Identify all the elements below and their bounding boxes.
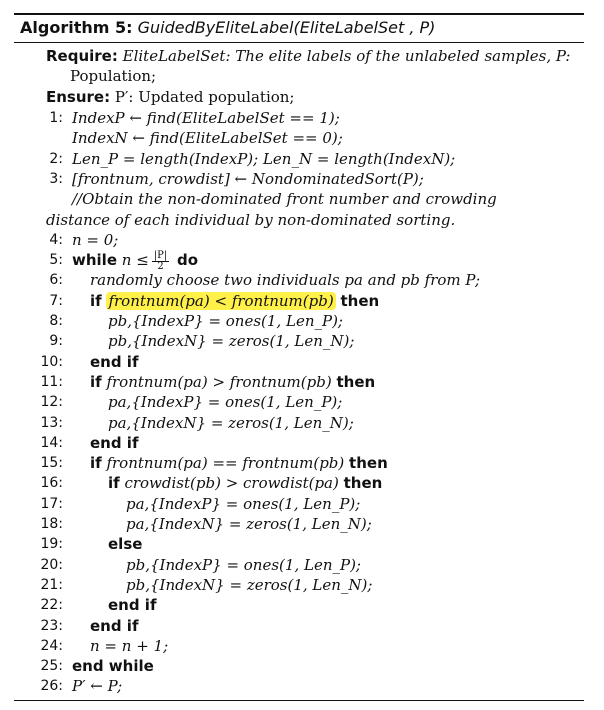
line-number: 21: — [40, 576, 63, 593]
statement-text: distance of each individual by non-dominated sorting. — [46, 210, 456, 229]
line-number: 23: — [40, 617, 63, 634]
statement-text: P′ ← P; — [72, 677, 123, 696]
line-code — [108, 595, 156, 615]
keyword: do — [177, 251, 199, 270]
line-code — [126, 494, 360, 514]
line-number: 19: — [40, 536, 63, 553]
statement-text: n = n + 1; — [90, 636, 169, 655]
line-code — [108, 331, 354, 351]
statement-text: n ≤ — [121, 251, 149, 270]
line-code — [72, 250, 198, 272]
require-text: EliteLabelSet: The elite labels of the unlabeled samples, P: — [122, 47, 571, 65]
line-number: 1: — [49, 110, 63, 126]
line-number: 10: — [40, 353, 63, 370]
title-rule — [14, 42, 584, 43]
line-number: 8: — [49, 313, 63, 329]
keyword: end while — [72, 657, 154, 676]
fraction-denominator: 2 — [157, 260, 164, 272]
keyword: while — [72, 251, 117, 270]
statement-text: pb,{IndexP} = ones(1, Len_P); — [108, 312, 343, 330]
line-code — [90, 270, 480, 290]
keyword: if — [108, 474, 120, 493]
statement-text: //Obtain the non-dominated front number and crowding — [72, 190, 497, 209]
require-continuation-text: Population; — [70, 67, 157, 85]
algorithm-title — [20, 18, 435, 37]
keyword: then — [336, 372, 376, 391]
line-code — [90, 372, 375, 392]
highlighted-condition: frontnum(pa) < frontnum(pb) — [108, 291, 334, 310]
ensure-text: P′: Updated population; — [114, 88, 295, 106]
require-keyword: Require: — [46, 47, 118, 65]
keyword: then — [343, 474, 383, 493]
line-code — [72, 656, 154, 676]
line-number: 9: — [49, 333, 63, 350]
algorithm-label: Algorithm 5: — [20, 18, 133, 37]
line-number: 25: — [40, 658, 63, 675]
statement-text: pa,{IndexN} = zeros(1, Len_N); — [126, 515, 372, 533]
line-code — [90, 291, 379, 311]
algorithm-name: GuidedByEliteLabel(EliteLabelSet , P) — [137, 18, 436, 37]
line-number: 24: — [40, 637, 63, 654]
statement-text: pa,{IndexP} = ones(1, Len_P); — [126, 494, 361, 513]
keyword: end if — [90, 433, 139, 452]
statement-text: IndexN ← find(EliteLabelSet == 0); — [72, 129, 343, 148]
keyword: end if — [90, 352, 139, 371]
bottom-rule — [14, 700, 584, 701]
line-code — [72, 149, 455, 169]
line-number: 16: — [40, 475, 63, 492]
statement-text: randomly choose two individuals pa and pb from P; — [90, 271, 481, 290]
line-number: 18: — [40, 516, 63, 532]
line-code — [72, 108, 340, 128]
line-number: 7: — [49, 292, 63, 309]
line-number: 17: — [40, 495, 63, 512]
line-code — [72, 676, 122, 696]
statement-text: frontnum(pa) == frontnum(pb) — [106, 454, 345, 473]
line-code — [126, 575, 372, 595]
statement-text: n = 0; — [72, 230, 119, 249]
line-code — [90, 433, 138, 453]
line-code — [90, 453, 388, 473]
keyword: else — [108, 535, 143, 554]
line-code — [46, 210, 455, 230]
keyword: then — [340, 291, 380, 310]
line-number: 6: — [49, 272, 63, 289]
line-number: 5: — [49, 252, 63, 269]
ensure-keyword: Ensure: — [46, 88, 111, 106]
statement-text: pb,{IndexN} = zeros(1, Len_N); — [126, 575, 373, 594]
line-code — [90, 636, 168, 656]
line-number: 15: — [40, 455, 63, 472]
line-code — [90, 352, 138, 372]
statement-text: IndexP ← find(EliteLabelSet == 1); — [72, 109, 340, 127]
statement-text: pa,{IndexN} = zeros(1, Len_N); — [108, 413, 354, 432]
line-number: 20: — [40, 556, 63, 573]
line-code — [72, 128, 343, 148]
statement-text: frontnum(pa) > frontnum(pb) — [106, 372, 332, 391]
line-number: 2: — [49, 150, 63, 167]
line-code — [72, 189, 497, 209]
keyword: if — [90, 454, 102, 473]
keyword: end if — [108, 596, 157, 615]
line-code — [126, 514, 372, 534]
statement-text: pb,{IndexN} = zeros(1, Len_N); — [108, 332, 355, 351]
fraction-numerator: |P| — [153, 249, 168, 261]
top-rule — [14, 13, 584, 15]
line-number: 12: — [40, 394, 63, 411]
line-code — [108, 311, 343, 331]
fraction — [152, 251, 169, 272]
statement-text: crowdist(pb) > crowdist(pa) — [124, 474, 339, 493]
line-number: 22: — [40, 597, 63, 614]
keyword: then — [349, 454, 388, 473]
line-code — [108, 392, 342, 412]
line-code — [126, 555, 361, 575]
line-number: 26: — [40, 678, 63, 695]
line-number: 14: — [40, 434, 63, 451]
keyword: end if — [90, 616, 139, 635]
line-code — [72, 169, 424, 189]
line-number: 4: — [49, 231, 63, 248]
statement-text: [frontnum, crowdist] ← NondominatedSort(P); — [72, 169, 424, 188]
line-number: 3: — [49, 170, 63, 187]
statement-text: pb,{IndexP} = ones(1, Len_P); — [126, 555, 361, 574]
line-code — [108, 534, 142, 554]
line-code — [72, 230, 118, 250]
keyword: if — [90, 291, 102, 310]
line-number: 11: — [40, 373, 63, 390]
keyword: if — [90, 372, 102, 391]
line-code — [108, 413, 354, 433]
line-code — [90, 616, 138, 636]
statement-text: Len_P = length(IndexP); Len_N = length(IndexN); — [72, 149, 456, 168]
line-number: 13: — [40, 414, 63, 431]
line-code — [108, 473, 382, 493]
statement-text: pa,{IndexP} = ones(1, Len_P); — [108, 393, 343, 412]
